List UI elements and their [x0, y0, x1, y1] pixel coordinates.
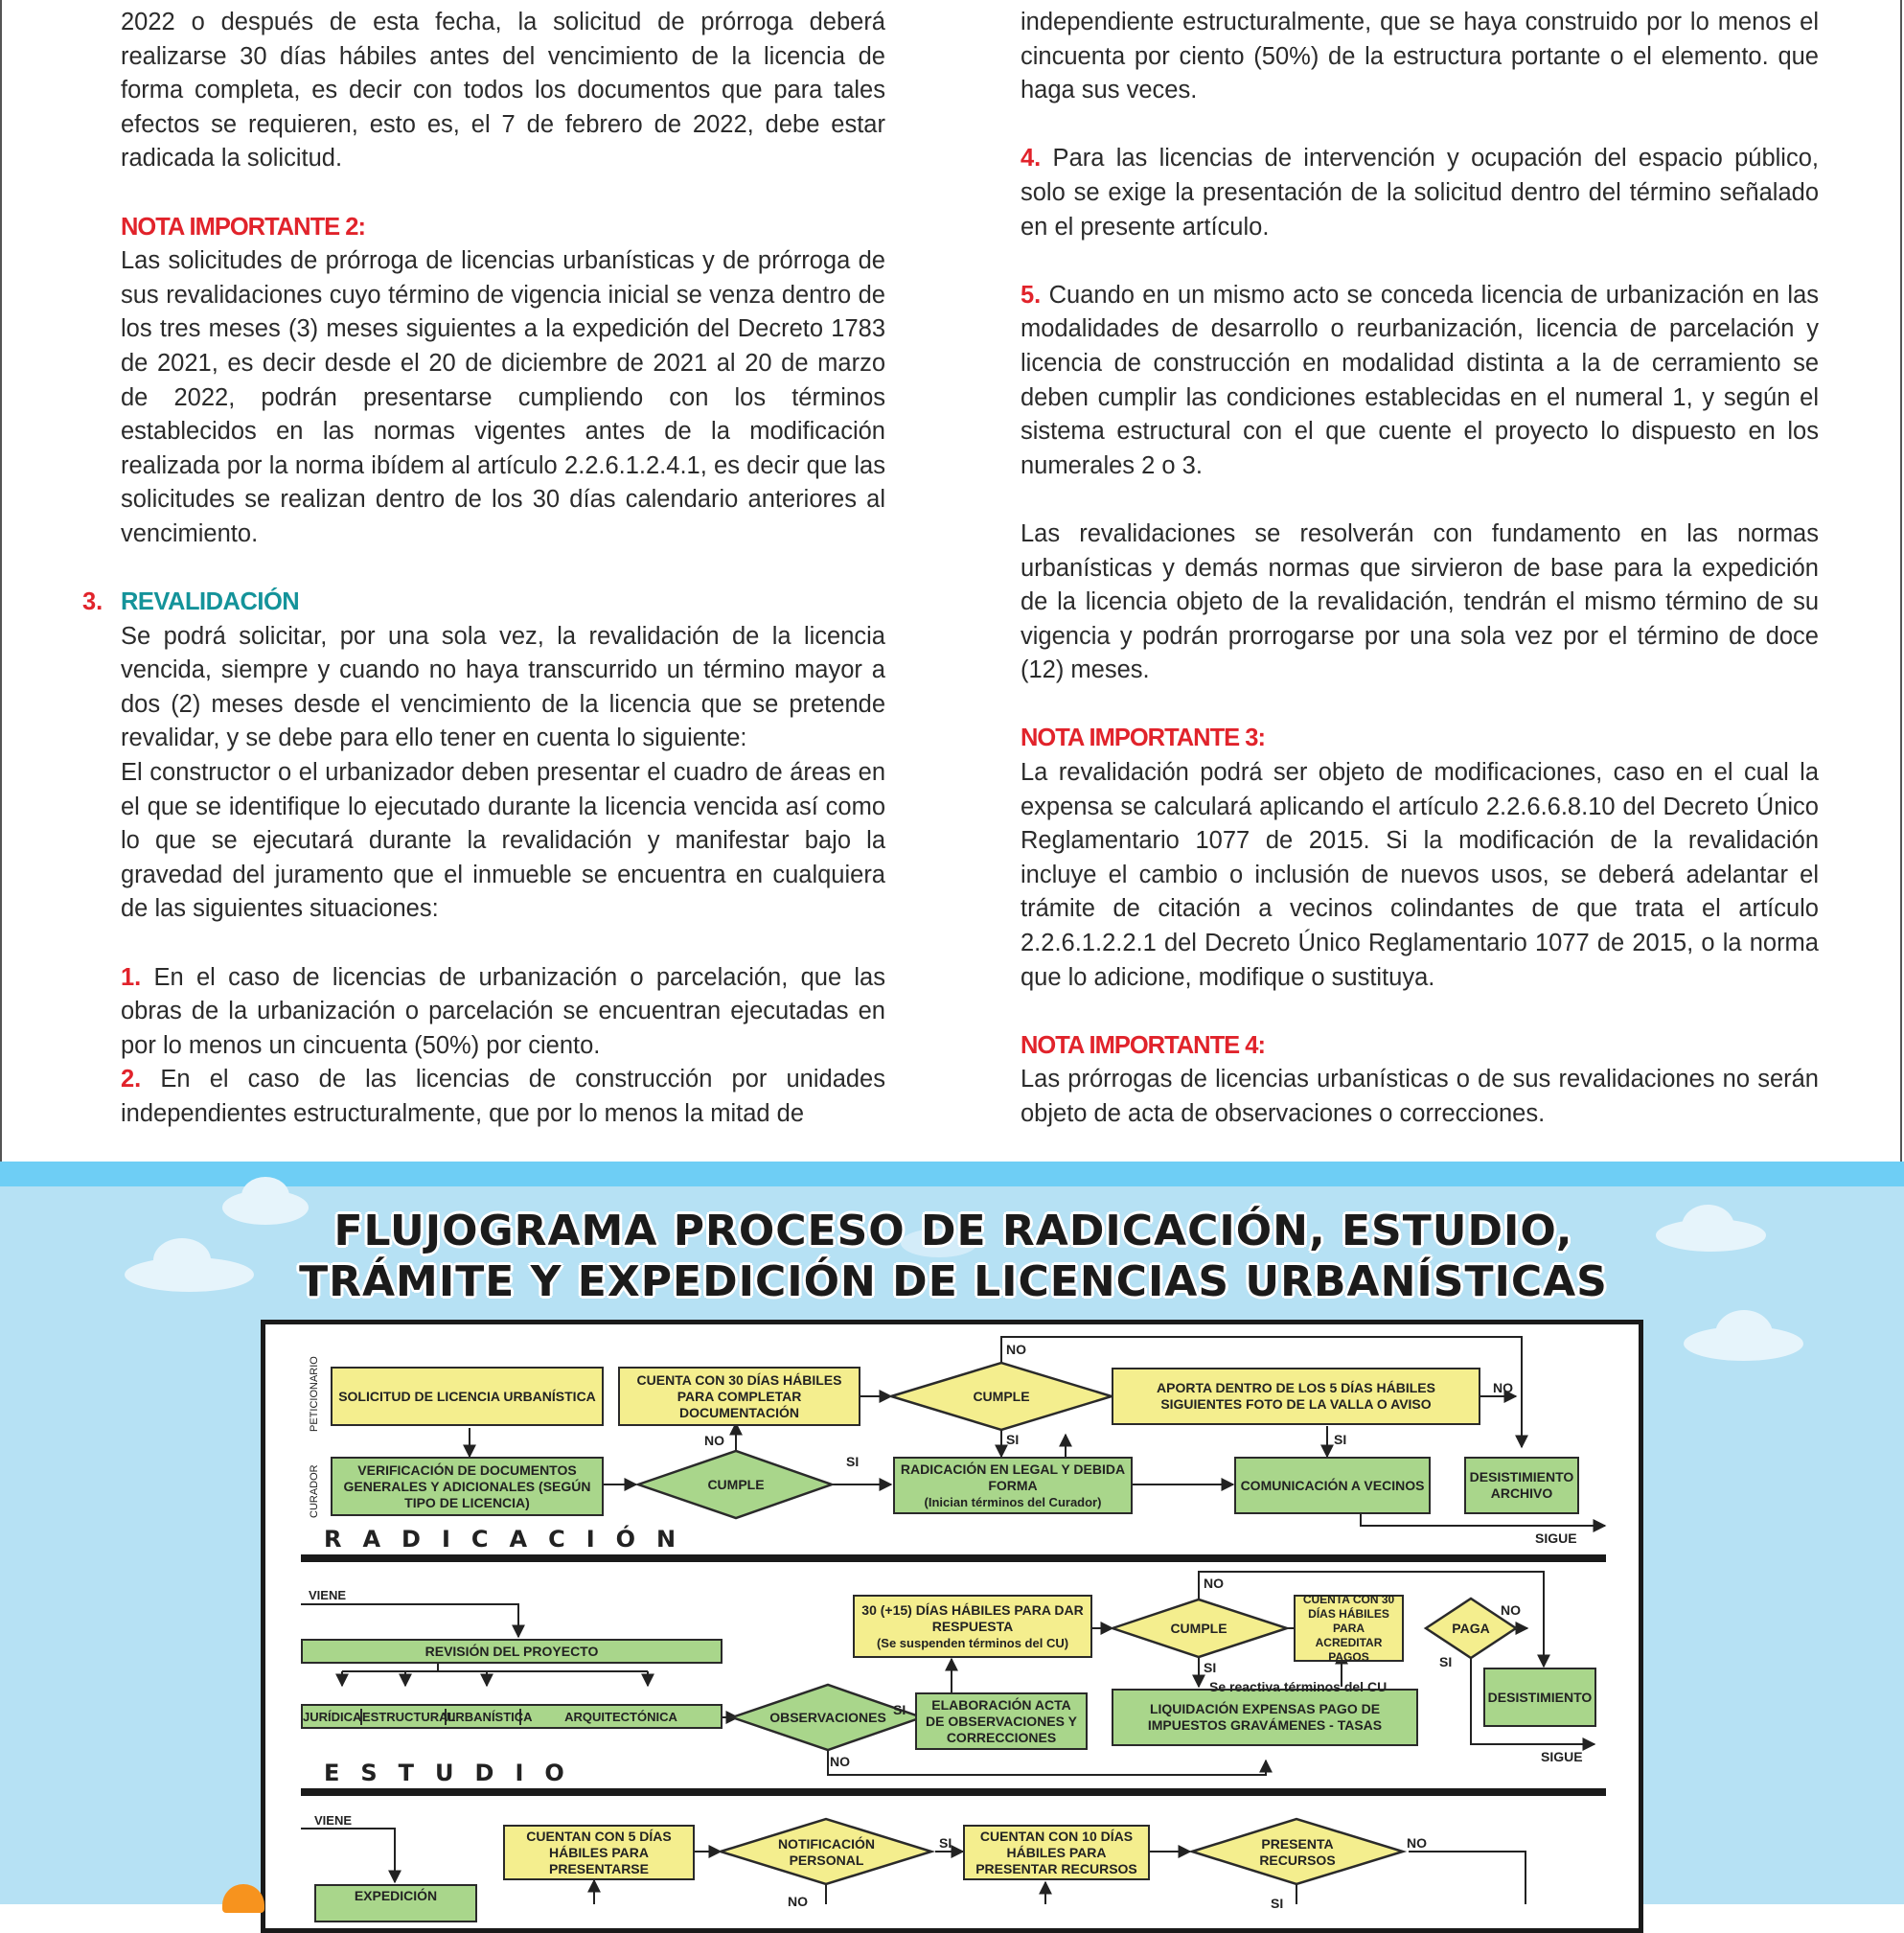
area-urbanistica: URBANÍSTICA [447, 1709, 533, 1724]
label-viene: VIENE [309, 1588, 347, 1602]
note-2-body: Las solicitudes de prórroga de licencias urbanísticas y de prórroga de sus revalidaciones cuyo término de vigencia inicial se venza dentro de los tres meses (3) meses siguientes a la expedición del Decreto 1783 de 2021, es decir desde el 20 de diciembre de 2021 al 20 de marzo de 2022, podrán presentarse cumpliendo con los términos establecidos en las normas vigentes antes de la modificación realizada por la norma ibídem al artículo 2.2.6.1.2.4.1, es decir que las solicitudes se realizan dentro de los 30 días calendario anteriores al vencimiento. [121, 247, 885, 547]
label-si: SI [1439, 1654, 1453, 1669]
label-no: NO [1204, 1576, 1224, 1591]
label-si: SI [1204, 1660, 1217, 1675]
label-no: NO [830, 1754, 850, 1769]
label-no: NO [704, 1433, 724, 1448]
list-item: 2. En el caso de las licencias de construcción por unidades independientes estructuralmente, que por lo menos la mitad de [121, 1066, 885, 1127]
box-30-dias-respuesta: 30 (+15) DÍAS HÁBILES PARA DAR RESPUESTA (Se suspenden términos del CU) [853, 1595, 1092, 1658]
box-cuentan-10-dias: CUENTAN CON 10 DÍAS HÁBILES PARA PRESENTAR RECURSOS [963, 1825, 1150, 1880]
review-areas [301, 1704, 723, 1729]
decision-presenta-recursos-label: PRESENTA RECURSOS [1259, 1836, 1336, 1868]
label-viene: VIENE [314, 1813, 353, 1828]
label-sigue: SIGUE [1541, 1749, 1583, 1764]
label-si: SI [893, 1702, 906, 1717]
box-elaboracion-acta: ELABORACIÓN ACTA DE OBSERVACIONES Y CORRECCIONES [915, 1692, 1088, 1750]
box-solicitud-licencia: SOLICITUD DE LICENCIA URBANÍSTICA [331, 1367, 604, 1426]
box-liquidacion-expensas: LIQUIDACIÓN EXPENSAS PAGO DE IMPUESTOS GRAVÁMENES - TASAS [1112, 1689, 1418, 1746]
box-radicacion-legal: RADICACIÓN EN LEGAL Y DEBIDA FORMA (Inician términos del Curador) [893, 1457, 1133, 1514]
label-sigue: SIGUE [1535, 1530, 1577, 1546]
note-2-title: NOTA IMPORTANTE 2: [121, 213, 365, 241]
decision-observaciones-label: OBSERVACIONES [769, 1709, 886, 1725]
flowchart-section [0, 1162, 1904, 1911]
area-arquitectonica: ARQUITECTÓNICA [564, 1709, 677, 1724]
section-3-intro: Se podrá solicitar, por una sola vez, la revalidación de la licencia vencida, siempre y cuando no haya transcurrido un término mayor a dos (2) meses desde el vencimiento de la licencia que se pretende revalidar, y se debe para ello tener en cuenta lo siguiente: [121, 622, 885, 752]
left-column [82, 6, 885, 1132]
note-4-body: Las prórrogas de licencias urbanísticas o de sus revalidaciones no serán objeto de acta de observaciones o correcciones. [1021, 1066, 1819, 1127]
section-3-number: 3. [82, 588, 103, 616]
right-column [1021, 6, 1819, 1132]
section-3-body: El constructor o el urbanizador deben presentar el cuadro de áreas en el que se identifique lo ejecutado durante la licencia vencida así como lo que se ejecutará durante la revalidación y manifestar bajo la gravedad del juramento que el inmueble se encuentra en cualquiera de las siguientes situaciones: [121, 759, 885, 923]
label-si: SI [846, 1454, 860, 1469]
lane-label-peticionario: PETICIONARIO [309, 1356, 320, 1432]
label-si: SI [939, 1835, 952, 1851]
box-desistimiento-archivo: DESISTIMIENTO ARCHIVO [1464, 1457, 1579, 1514]
label-si: SI [1271, 1896, 1284, 1911]
note-3-body: La revalidación podrá ser objeto de modificaciones, caso en el cual la expensa se calculará aplicando el artículo 2.2.6.6.8.10 del Decreto Único Reglamentario 1077 de 2015. Si la modificación de la revalidación incluye el cambio o inclusión de nuevos usos, se deberá adelantar el trámite de citación a vecinos colindantes de que trata el artículo 2.2.6.1.2.2.1 del Decreto Único Reglamentario 1077 de 2015, o la norma que lo adicione, modifique o sustituya. [1021, 759, 1819, 991]
box-verificacion-documentos: VERIFICACIÓN DE DOCUMENTOS GENERALES Y ADICIONALES (SEGÚN TIPO DE LICENCIA) [331, 1457, 604, 1516]
phase-radicacion: RADICACIÓN [324, 1526, 698, 1553]
flowchart-title: FLUJOGRAMA PROCESO DE RADICACIÓN, ESTUDIO, TRÁMITE Y EXPEDICIÓN DE LICENCIAS URBANÍSTICAS [299, 1207, 1608, 1306]
section-3-title: REVALIDACIÓN [121, 588, 300, 616]
section-3-heading [82, 586, 885, 620]
box-aporta-foto-valla: APORTA DENTRO DE LOS 5 DÍAS HÁBILES SIGUIENTES FOTO DE LA VALLA O AVISO [1112, 1368, 1480, 1425]
list-item: 4. Para las licencias de intervención y ocupación del espacio público, solo se exige la presentación de la solicitud dentro del término señalado en el presente artículo. [1021, 145, 1819, 241]
decision-notificacion-label: NOTIFICACIÓN PERSONAL [777, 1836, 876, 1868]
decision-cumple-top-label: CUMPLE [973, 1388, 1030, 1404]
label-reactiva-terminos: Se reactiva términos del CU [1209, 1679, 1388, 1694]
item-3-tail: independiente estructuralmente, que se haya construido por lo menos el cincuenta por ciento (50%) de la estructura portante o el elemento. que haga sus veces. [1021, 9, 1819, 104]
box-cuenta-30-dias: CUENTA CON 30 DÍAS HÁBILES PARA COMPLETAR DOCUMENTACIÓN [618, 1367, 860, 1426]
decision-paga-label: PAGA [1452, 1620, 1490, 1636]
lane-label-curador: CURADOR [309, 1464, 320, 1518]
note-3-title: NOTA IMPORTANTE 3: [1021, 725, 1265, 752]
box-cuentan-5-dias: CUENTAN CON 5 DÍAS HÁBILES PARA PRESENTARSE [503, 1825, 695, 1880]
label-no: NO [1493, 1380, 1513, 1395]
note-4-title: NOTA IMPORTANTE 4: [1021, 1031, 1265, 1059]
phase-estudio: ESTUDIO [324, 1760, 585, 1786]
label-no: NO [1407, 1835, 1427, 1851]
list-item: 5. Cuando en un mismo acto se conceda licencia de urbanización en las modalidades de desarrollo o reurbanización, licencia de parcelación y licencia de construcción en modalidad distinta a la de cerramiento se deben cumplir las condiciones establecidas en el numeral 1, y según el sistema estructural con el que cuente el proyecto lo dispuesto en los numerales 2 o 3. [1021, 281, 1819, 479]
label-si: SI [1334, 1432, 1347, 1447]
phase-divider [301, 1788, 1606, 1796]
box-expedicion: EXPEDICIÓN [314, 1884, 477, 1922]
decision-cumple-estudio-label: CUMPLE [1170, 1620, 1227, 1636]
prorroga-paragraph-tail: 2022 o después de esta fecha, la solicitud de prórroga deberá realizarse 30 días hábiles antes del vencimiento de la licencia de forma completa, es decir con todos los documentos que para tales efectos se requieren, esto es, el 7 de febrero de 2022, debe estar radicada la solicitud. [121, 9, 885, 173]
label-no: NO [1006, 1342, 1026, 1357]
area-juridica: JURÍDICA [303, 1709, 362, 1724]
label-no: NO [1501, 1602, 1521, 1618]
decision-cumple-bottom-label: CUMPLE [707, 1476, 765, 1492]
revalidation-paragraph: Las revalidaciones se resolverán con fundamento en las normas urbanísticas y demás normas que sirvieron de base para la expedición de la licencia objeto de la revalidación, tendrán el mismo término de su vigencia y podrán prorrogarse por una sola vez por el término de doce (12) meses. [1021, 519, 1819, 684]
label-no: NO [788, 1894, 808, 1909]
label-si: SI [1006, 1432, 1020, 1447]
box-desistimiento: DESISTIMIENTO [1483, 1668, 1596, 1727]
list-item: 1. En el caso de licencias de urbanización o parcelación, que las obras de la urbanización o parcelación se encuentran ejecutadas en por lo menos un cincuenta (50%) por ciento. [121, 963, 885, 1059]
phase-divider [301, 1554, 1606, 1562]
area-estructural: ESTRUCTURAL [362, 1709, 456, 1724]
box-comunicacion-vecinos: COMUNICACIÓN A VECINOS [1234, 1457, 1431, 1514]
box-cuenta-30-dias-pagos: CUENTA CON 30 DÍAS HÁBILES PARA ACREDITAR PAGOS [1294, 1595, 1404, 1662]
box-revision-proyecto: REVISIÓN DEL PROYECTO [301, 1639, 723, 1664]
